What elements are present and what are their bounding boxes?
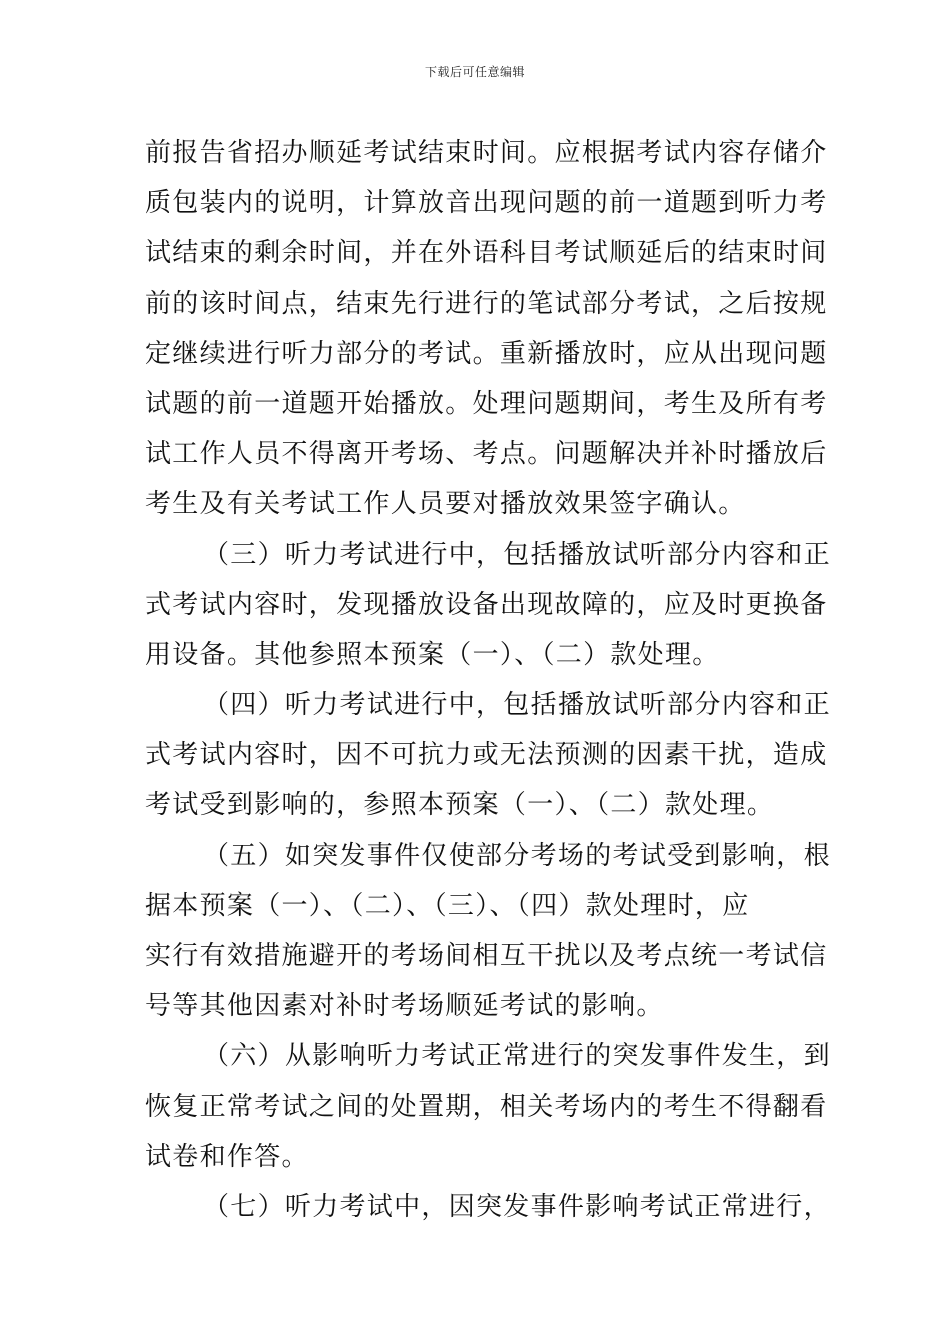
text-line: 实行有效措施避开的考场间相互干扰以及考点统一考试信	[145, 941, 828, 971]
text-line: 号等其他因素对补时考场顺延考试的影响。	[145, 991, 664, 1022]
text-line: 定继续进行听力部分的考试。重新播放时，应从出现问题	[145, 338, 828, 369]
text-line: 式考试内容时，发现播放设备出现故障的，应及时更换备	[145, 589, 828, 620]
text-line: 质包装内的说明，计算放音出现问题的前一道题到听力考	[145, 188, 828, 219]
text-line: （四）听力考试进行中，包括播放试听部分内容和正	[203, 690, 831, 721]
text-line: （七）听力考试中，因突发事件影响考试正常进行，	[203, 1191, 831, 1222]
text-line: 用设备。其他参照本预案（一）、（二）款处理。	[145, 639, 720, 670]
text-line: 试工作人员不得离开考场、考点。问题解决并补时播放后	[145, 439, 828, 470]
text-line: 式考试内容时，因不可抗力或无法预测的因素干扰，造成	[145, 740, 828, 771]
text-line: 试结束的剩余时间，并在外语科目考试顺延后的结束时间	[145, 238, 828, 269]
text-line: （六）从影响听力考试正常进行的突发事件发生，到	[203, 1041, 831, 1072]
text-line: 试卷和作答。	[145, 1141, 309, 1172]
text-line: 考生及有关考试工作人员要对播放效果签字确认。	[145, 489, 746, 520]
page-header: 下载后可任意编辑	[424, 65, 525, 79]
document-body	[145, 128, 831, 1232]
text-line: 恢复正常考试之间的处置期，相关考场内的考生不得翻看	[145, 1091, 828, 1122]
text-line: 前报告省招办顺延考试结束时间。应根据考试内容存储介	[145, 138, 828, 168]
text-line: 前的该时间点，结束先行进行的笔试部分考试，之后按规	[145, 288, 828, 319]
text-line: 据本预案（一）、（二）、（三）、（四）款处理时，应	[145, 890, 750, 921]
text-line: 考试受到影响的，参照本预案（一）、（二）款处理。	[145, 790, 775, 821]
text-line: （三）听力考试进行中，包括播放试听部分内容和正	[203, 539, 831, 570]
text-line: （五）如突发事件仅使部分考场的考试受到影响，根	[203, 840, 831, 871]
text-line: 试题的前一道题开始播放。处理问题期间，考生及所有考	[145, 388, 828, 419]
